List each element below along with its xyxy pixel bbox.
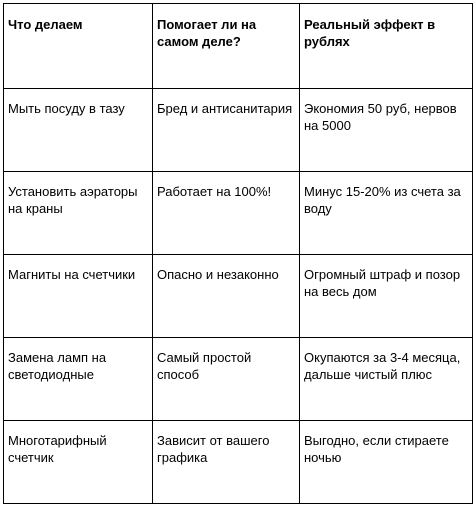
table-cell: Огромный штраф и позор на весь дом [300,255,473,338]
table-cell: Экономия 50 руб, нервов на 5000 [300,89,473,172]
table-header-row [4,4,473,89]
comparison-table-container [3,3,472,504]
table-row [4,255,473,338]
table-cell: Зависит от вашего графика [153,421,300,504]
header-cell-effect-rubles: Реальный эффект в рублях [300,4,473,89]
table-cell: Работает на 100%! [153,172,300,255]
table-cell: Окупаются за 3-4 месяца, дальше чистый плюс [300,338,473,421]
comparison-table [3,3,473,504]
table-cell: Минус 15-20% из счета за воду [300,172,473,255]
table-cell: Установить аэраторы на краны [4,172,153,255]
header-cell-effectiveness: Помогает ли на самом деле? [153,4,300,89]
table-row [4,89,473,172]
header-cell-action: Что делаем [4,4,153,89]
table-cell: Самый простой способ [153,338,300,421]
table-row [4,338,473,421]
table-cell: Опасно и незаконно [153,255,300,338]
table-row [4,172,473,255]
table-cell: Выгодно, если стираете ночью [300,421,473,504]
table-cell: Замена ламп на светодиодные [4,338,153,421]
table-cell: Мыть посуду в тазу [4,89,153,172]
table-row [4,421,473,504]
table-cell: Многотарифный счетчик [4,421,153,504]
table-cell: Бред и антисанитария [153,89,300,172]
table-cell: Магниты на счетчики [4,255,153,338]
